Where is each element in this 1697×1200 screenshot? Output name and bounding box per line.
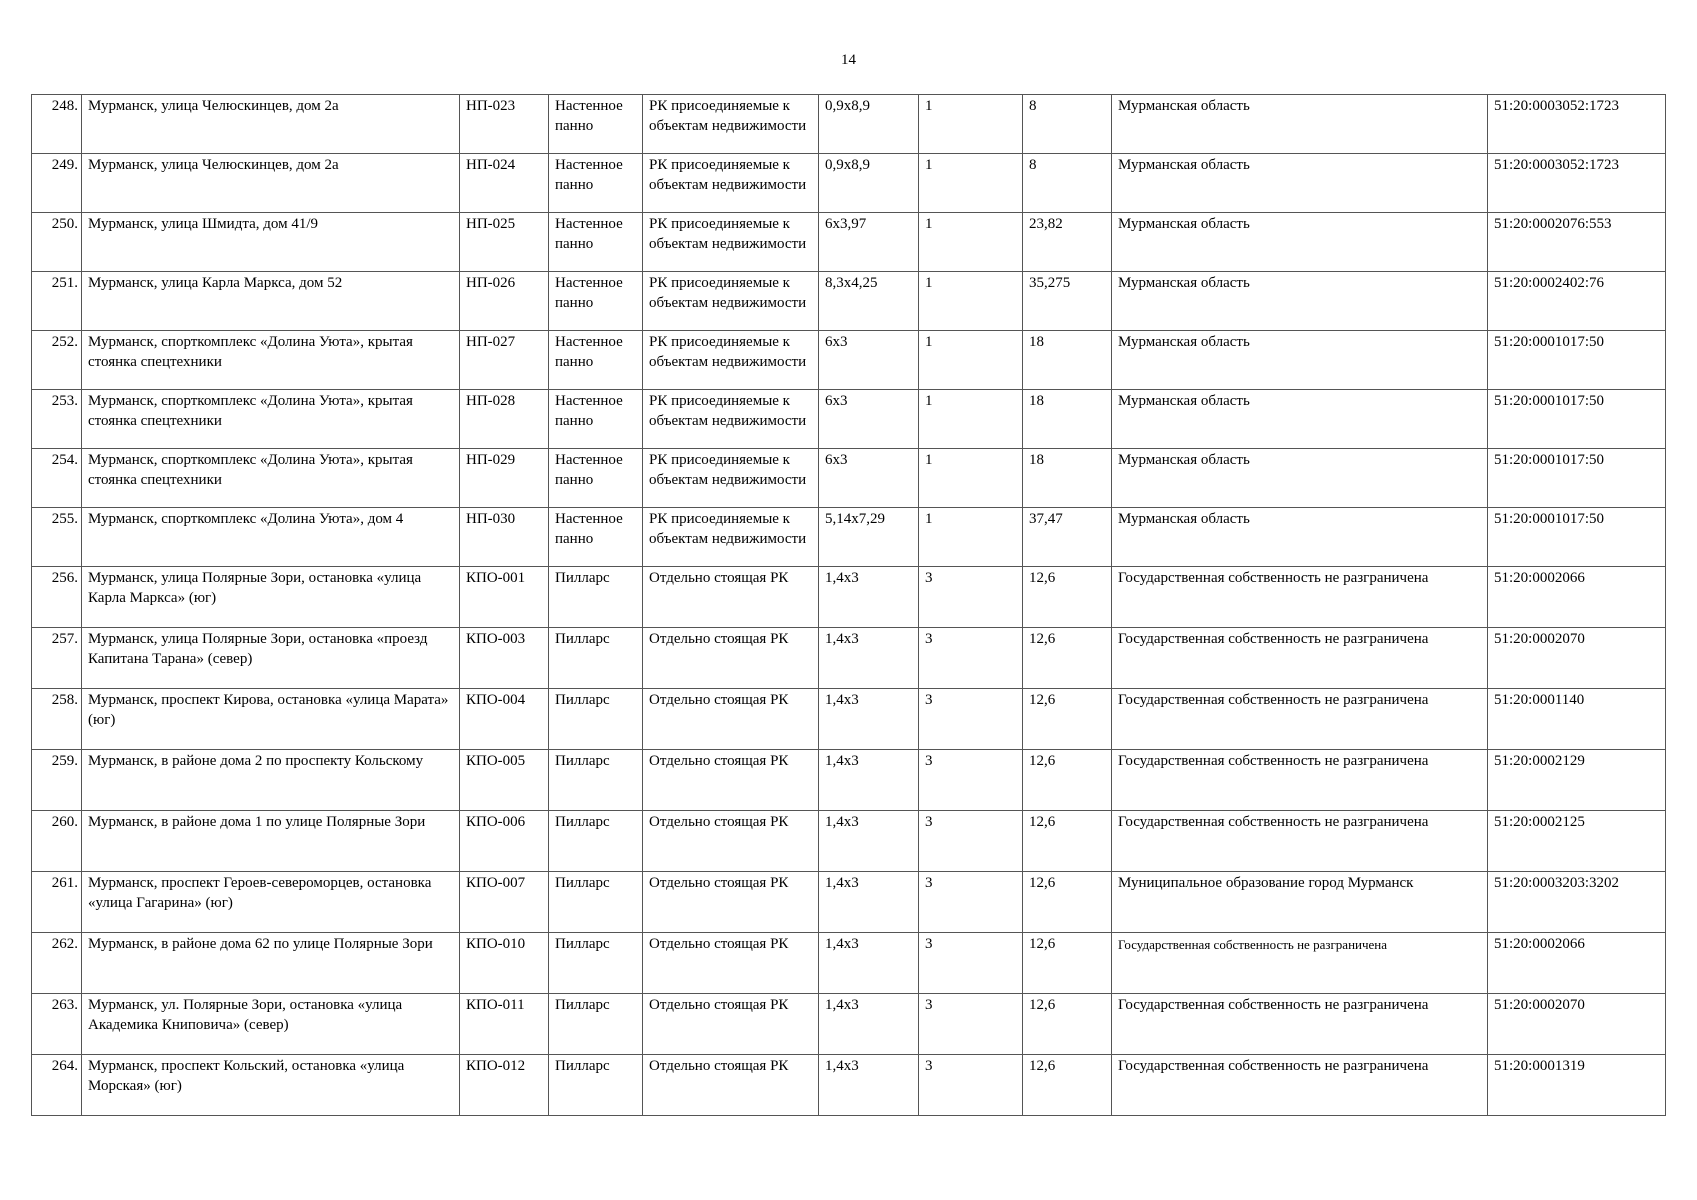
row-number: 255. xyxy=(32,508,82,567)
category-cell: РК присоединяемые к объектам недвижимости xyxy=(643,95,819,154)
table-row xyxy=(32,272,1666,331)
code-cell: КПО-004 xyxy=(460,689,549,750)
sides-cell: 1 xyxy=(919,272,1023,331)
cadastre-cell: 51:20:0003052:1723 xyxy=(1488,95,1666,154)
cadastre-cell: 51:20:0003052:1723 xyxy=(1488,154,1666,213)
type-cell: Пилларс xyxy=(549,1055,643,1116)
table-row xyxy=(32,811,1666,872)
code-cell: КПО-007 xyxy=(460,872,549,933)
category-cell: РК присоединяемые к объектам недвижимости xyxy=(643,331,819,390)
size-cell: 6х3 xyxy=(819,390,919,449)
address-cell: Мурманск, в районе дома 62 по улице Полярные Зори xyxy=(82,933,460,994)
area-cell: 12,6 xyxy=(1023,628,1112,689)
table-row xyxy=(32,689,1666,750)
area-cell: 35,275 xyxy=(1023,272,1112,331)
size-cell: 6х3,97 xyxy=(819,213,919,272)
sides-cell: 1 xyxy=(919,95,1023,154)
address-cell: Мурманск, в районе дома 1 по улице Полярные Зори xyxy=(82,811,460,872)
cadastre-cell: 51:20:0001140 xyxy=(1488,689,1666,750)
area-cell: 12,6 xyxy=(1023,811,1112,872)
sides-cell: 3 xyxy=(919,750,1023,811)
category-cell: РК присоединяемые к объектам недвижимости xyxy=(643,213,819,272)
sides-cell: 3 xyxy=(919,811,1023,872)
cadastre-cell: 51:20:0002402:76 xyxy=(1488,272,1666,331)
size-cell: 6х3 xyxy=(819,331,919,390)
table-row xyxy=(32,95,1666,154)
cadastre-cell: 51:20:0002076:553 xyxy=(1488,213,1666,272)
category-cell: РК присоединяемые к объектам недвижимости xyxy=(643,449,819,508)
type-cell: Настенное панно xyxy=(549,390,643,449)
type-cell: Пилларс xyxy=(549,872,643,933)
owner-cell: Государственная собственность не разграничена xyxy=(1112,628,1488,689)
owner-cell: Мурманская область xyxy=(1112,95,1488,154)
owner-cell: Государственная собственность не разграничена xyxy=(1112,811,1488,872)
owner-cell: Государственная собственность не разграничена xyxy=(1112,567,1488,628)
type-cell: Настенное панно xyxy=(549,272,643,331)
category-cell: Отдельно стоящая РК xyxy=(643,933,819,994)
category-cell: Отдельно стоящая РК xyxy=(643,994,819,1055)
code-cell: НП-024 xyxy=(460,154,549,213)
table-row xyxy=(32,390,1666,449)
category-cell: Отдельно стоящая РК xyxy=(643,689,819,750)
sides-cell: 3 xyxy=(919,1055,1023,1116)
size-cell: 1,4х3 xyxy=(819,933,919,994)
cadastre-cell: 51:20:0002129 xyxy=(1488,750,1666,811)
code-cell: НП-028 xyxy=(460,390,549,449)
type-cell: Настенное панно xyxy=(549,449,643,508)
code-cell: КПО-003 xyxy=(460,628,549,689)
area-cell: 37,47 xyxy=(1023,508,1112,567)
size-cell: 5,14х7,29 xyxy=(819,508,919,567)
size-cell: 8,3х4,25 xyxy=(819,272,919,331)
row-number: 253. xyxy=(32,390,82,449)
owner-cell: Государственная собственность не разграничена xyxy=(1112,750,1488,811)
table-row xyxy=(32,331,1666,390)
category-cell: РК присоединяемые к объектам недвижимости xyxy=(643,154,819,213)
type-cell: Настенное панно xyxy=(549,331,643,390)
type-cell: Настенное панно xyxy=(549,154,643,213)
code-cell: НП-025 xyxy=(460,213,549,272)
row-number: 256. xyxy=(32,567,82,628)
area-cell: 12,6 xyxy=(1023,872,1112,933)
table-row xyxy=(32,933,1666,994)
area-cell: 18 xyxy=(1023,449,1112,508)
cadastre-cell: 51:20:0001017:50 xyxy=(1488,449,1666,508)
code-cell: НП-029 xyxy=(460,449,549,508)
address-cell: Мурманск, проспект Кирова, остановка «улица Марата» (юг) xyxy=(82,689,460,750)
code-cell: КПО-005 xyxy=(460,750,549,811)
owner-cell: Мурманская область xyxy=(1112,390,1488,449)
category-cell: Отдельно стоящая РК xyxy=(643,872,819,933)
row-number: 254. xyxy=(32,449,82,508)
area-cell: 18 xyxy=(1023,331,1112,390)
area-cell: 12,6 xyxy=(1023,689,1112,750)
category-cell: РК присоединяемые к объектам недвижимости xyxy=(643,272,819,331)
owner-cell: Муниципальное образование город Мурманск xyxy=(1112,872,1488,933)
address-cell: Мурманск, улица Челюскинцев, дом 2а xyxy=(82,154,460,213)
sides-cell: 1 xyxy=(919,449,1023,508)
table-row xyxy=(32,213,1666,272)
sides-cell: 1 xyxy=(919,390,1023,449)
category-cell: Отдельно стоящая РК xyxy=(643,750,819,811)
type-cell: Пилларс xyxy=(549,933,643,994)
page-number: 14 xyxy=(841,52,856,68)
row-number: 250. xyxy=(32,213,82,272)
row-number: 258. xyxy=(32,689,82,750)
row-number: 260. xyxy=(32,811,82,872)
cadastre-cell: 51:20:0001017:50 xyxy=(1488,331,1666,390)
type-cell: Пилларс xyxy=(549,750,643,811)
owner-cell: Государственная собственность не разграничена xyxy=(1112,994,1488,1055)
area-cell: 8 xyxy=(1023,154,1112,213)
sides-cell: 1 xyxy=(919,331,1023,390)
category-cell: Отдельно стоящая РК xyxy=(643,628,819,689)
owner-cell: Мурманская область xyxy=(1112,449,1488,508)
row-number: 262. xyxy=(32,933,82,994)
code-cell: НП-030 xyxy=(460,508,549,567)
code-cell: НП-026 xyxy=(460,272,549,331)
code-cell: КПО-010 xyxy=(460,933,549,994)
type-cell: Пилларс xyxy=(549,994,643,1055)
code-cell: НП-023 xyxy=(460,95,549,154)
row-number: 249. xyxy=(32,154,82,213)
sides-cell: 3 xyxy=(919,933,1023,994)
area-cell: 8 xyxy=(1023,95,1112,154)
type-cell: Настенное панно xyxy=(549,508,643,567)
sides-cell: 3 xyxy=(919,628,1023,689)
owner-cell: Мурманская область xyxy=(1112,331,1488,390)
row-number: 248. xyxy=(32,95,82,154)
cadastre-cell: 51:20:0002066 xyxy=(1488,567,1666,628)
address-cell: Мурманск, улица Челюскинцев, дом 2а xyxy=(82,95,460,154)
sides-cell: 3 xyxy=(919,872,1023,933)
table-row xyxy=(32,750,1666,811)
size-cell: 1,4х3 xyxy=(819,567,919,628)
address-cell: Мурманск, ул. Полярные Зори, остановка «улица Академика Книповича» (север) xyxy=(82,994,460,1055)
area-cell: 18 xyxy=(1023,390,1112,449)
table-row xyxy=(32,567,1666,628)
owner-cell: Государственная собственность не разграничена xyxy=(1112,1055,1488,1116)
category-cell: РК присоединяемые к объектам недвижимости xyxy=(643,390,819,449)
table-row xyxy=(32,154,1666,213)
area-cell: 12,6 xyxy=(1023,1055,1112,1116)
owner-cell: Государственная собственность не разграничена xyxy=(1112,689,1488,750)
cadastre-cell: 51:20:0002066 xyxy=(1488,933,1666,994)
size-cell: 1,4х3 xyxy=(819,872,919,933)
registry-table-body xyxy=(32,95,1666,1116)
type-cell: Пилларс xyxy=(549,811,643,872)
type-cell: Настенное панно xyxy=(549,213,643,272)
address-cell: Мурманск, спорткомплекс «Долина Уюта», крытая стоянка спецтехники xyxy=(82,331,460,390)
owner-cell: Мурманская область xyxy=(1112,272,1488,331)
size-cell: 1,4х3 xyxy=(819,994,919,1055)
size-cell: 6х3 xyxy=(819,449,919,508)
owner-cell: Мурманская область xyxy=(1112,154,1488,213)
type-cell: Настенное панно xyxy=(549,95,643,154)
address-cell: Мурманск, в районе дома 2 по проспекту Кольскому xyxy=(82,750,460,811)
category-cell: Отдельно стоящая РК xyxy=(643,811,819,872)
code-cell: КПО-001 xyxy=(460,567,549,628)
row-number: 257. xyxy=(32,628,82,689)
address-cell: Мурманск, спорткомплекс «Долина Уюта», крытая стоянка спецтехники xyxy=(82,390,460,449)
cadastre-cell: 51:20:0001017:50 xyxy=(1488,390,1666,449)
sides-cell: 1 xyxy=(919,154,1023,213)
category-cell: Отдельно стоящая РК xyxy=(643,1055,819,1116)
row-number: 264. xyxy=(32,1055,82,1116)
table-row xyxy=(32,1055,1666,1116)
area-cell: 12,6 xyxy=(1023,994,1112,1055)
address-cell: Мурманск, улица Полярные Зори, остановка «проезд Капитана Тарана» (север) xyxy=(82,628,460,689)
code-cell: НП-027 xyxy=(460,331,549,390)
address-cell: Мурманск, улица Полярные Зори, остановка «улица Карла Маркса» (юг) xyxy=(82,567,460,628)
type-cell: Пилларс xyxy=(549,567,643,628)
table-row xyxy=(32,449,1666,508)
type-cell: Пилларс xyxy=(549,689,643,750)
code-cell: КПО-006 xyxy=(460,811,549,872)
cadastre-cell: 51:20:0003203:3202 xyxy=(1488,872,1666,933)
sides-cell: 3 xyxy=(919,689,1023,750)
size-cell: 1,4х3 xyxy=(819,689,919,750)
sides-cell: 3 xyxy=(919,994,1023,1055)
size-cell: 0,9х8,9 xyxy=(819,154,919,213)
size-cell: 1,4х3 xyxy=(819,750,919,811)
owner-cell: Государственная собственность не разграничена xyxy=(1112,933,1488,994)
table-row xyxy=(32,628,1666,689)
type-cell: Пилларс xyxy=(549,628,643,689)
cadastre-cell: 51:20:0001319 xyxy=(1488,1055,1666,1116)
sides-cell: 1 xyxy=(919,508,1023,567)
code-cell: КПО-011 xyxy=(460,994,549,1055)
owner-cell: Мурманская область xyxy=(1112,213,1488,272)
table-row xyxy=(32,994,1666,1055)
cadastre-cell: 51:20:0001017:50 xyxy=(1488,508,1666,567)
size-cell: 0,9х8,9 xyxy=(819,95,919,154)
table-row xyxy=(32,508,1666,567)
cadastre-cell: 51:20:0002125 xyxy=(1488,811,1666,872)
registry-table xyxy=(31,94,1666,1116)
category-cell: Отдельно стоящая РК xyxy=(643,567,819,628)
area-cell: 23,82 xyxy=(1023,213,1112,272)
area-cell: 12,6 xyxy=(1023,750,1112,811)
row-number: 252. xyxy=(32,331,82,390)
address-cell: Мурманск, улица Шмидта, дом 41/9 xyxy=(82,213,460,272)
area-cell: 12,6 xyxy=(1023,567,1112,628)
address-cell: Мурманск, проспект Кольский, остановка «улица Морская» (юг) xyxy=(82,1055,460,1116)
row-number: 251. xyxy=(32,272,82,331)
size-cell: 1,4х3 xyxy=(819,628,919,689)
size-cell: 1,4х3 xyxy=(819,1055,919,1116)
address-cell: Мурманск, улица Карла Маркса, дом 52 xyxy=(82,272,460,331)
address-cell: Мурманск, спорткомплекс «Долина Уюта», дом 4 xyxy=(82,508,460,567)
cadastre-cell: 51:20:0002070 xyxy=(1488,994,1666,1055)
sides-cell: 3 xyxy=(919,567,1023,628)
row-number: 259. xyxy=(32,750,82,811)
category-cell: РК присоединяемые к объектам недвижимости xyxy=(643,508,819,567)
size-cell: 1,4х3 xyxy=(819,811,919,872)
cadastre-cell: 51:20:0002070 xyxy=(1488,628,1666,689)
area-cell: 12,6 xyxy=(1023,933,1112,994)
address-cell: Мурманск, проспект Героев-североморцев, остановка «улица Гагарина» (юг) xyxy=(82,872,460,933)
table-row xyxy=(32,872,1666,933)
row-number: 263. xyxy=(32,994,82,1055)
owner-cell: Мурманская область xyxy=(1112,508,1488,567)
sides-cell: 1 xyxy=(919,213,1023,272)
code-cell: КПО-012 xyxy=(460,1055,549,1116)
address-cell: Мурманск, спорткомплекс «Долина Уюта», крытая стоянка спецтехники xyxy=(82,449,460,508)
row-number: 261. xyxy=(32,872,82,933)
